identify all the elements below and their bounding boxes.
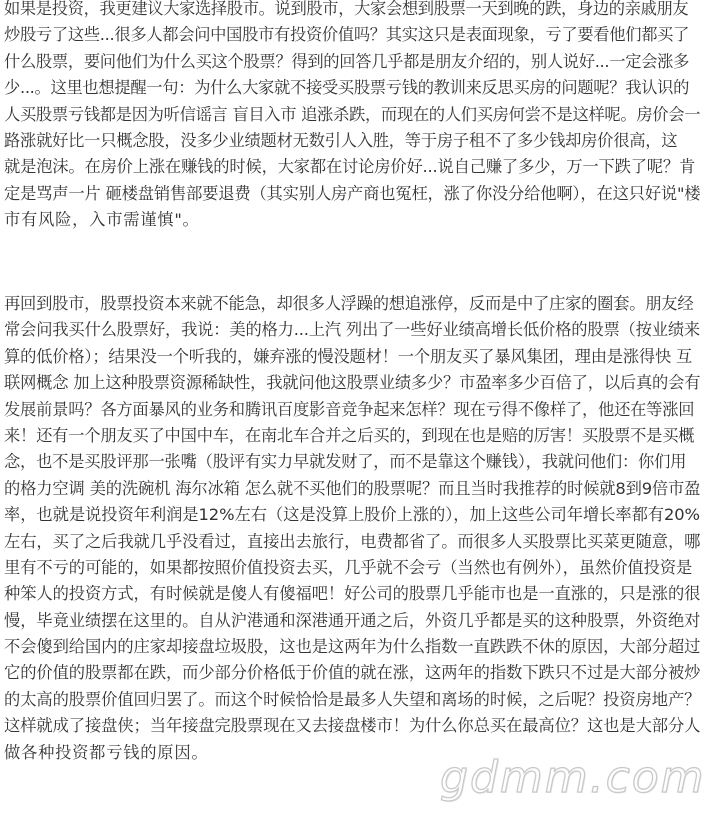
paragraph-value-investing: [4, 291, 700, 766]
text-line: 人买股票亏钱都是因为听信谣言 盲目入市 追涨杀跌，而现在的人们买房何尝不是这样呢。房价会一: [4, 104, 701, 124]
text-line: 算的低价格）；结果没一个听我的，嫌弃涨的慢没题材！一个朋友买了暴风集团，理由是涨得快 互: [4, 346, 693, 366]
text-line: 不会傻到给国内的庄家却接盘垃圾股，这也是这两年为什么指数一直跌跌不休的原因，大部分超过: [4, 637, 701, 657]
text-line: 常会问我买什么股票好，我说：美的格力...上汽 列出了一些好业绩高增长低价格的股票（按业绩来: [4, 320, 701, 340]
text-line: 它的价值的股票都在跌，而少部分价格低于价值的就在涨，这两年的指数下跌只不过是大部分被炒: [4, 663, 701, 683]
text-line: 这样就成了接盘侠；当年接盘完股票现在又去接盘楼市！为什么你总买在最高位？这也是大部分人: [4, 716, 701, 736]
text-line: 少...。这里也想提醒一句：为什么大家就不接受买股票亏钱的教训来反思买房的问题呢？我认识的: [4, 78, 690, 98]
text-line: 定是骂声一片 砸楼盘销售部要退费（其实别人房产商也冤枉，涨了你没分给他啊），在这只好说"楼: [4, 183, 701, 203]
text-line: 的格力空调 美的洗碗机 海尔冰箱 怎么就不买他们的股票呢？而且当时我推荐的时候就8到9倍市盈: [4, 478, 701, 498]
text-line: 什么股票，要问他们为什么买这个股票？得到的回答几乎都是朋友介绍的，别人说好...一定会涨多: [4, 51, 690, 71]
text-line: 来！还有一个朋友买了中国中车，在南北车合并之后买的，到现在也是赔的厉害！买股票不是买概: [4, 425, 695, 445]
text-line: 路涨就好比一只概念股，没多少业绩题材无数引人入胜，等于房子租不了多少钱却房价很高，这: [4, 130, 678, 150]
paragraph-real-estate-vs-stocks: [4, 0, 700, 234]
text-line: 炒股亏了这些...很多人都会问中国股市有投资价值吗？其实这只是表面现象，亏了要看他们都买了: [4, 25, 690, 45]
site-watermark: gdmm.com: [440, 752, 706, 803]
text-line: 念，也不是买股评那一张嘴（股评有实力早就发财了，而不是靠这个赚钱），我就问他们：你们用: [4, 452, 687, 472]
text-line: 如果是投资，我更建议大家选择股市。说到股市，大家会想到股票一天到晚的跌，身边的亲戚朋友: [4, 0, 689, 18]
text-line: 里有不亏的可能的，如果都按照价值投资去买，几乎就不会亏（当然也有例外），虽然价值投资是: [4, 557, 693, 577]
text-line: 再回到股市，股票投资本来就不能急，却很多人浮躁的想追涨停，反而是中了庄家的圈套。朋友经: [4, 294, 694, 313]
text-line: 左右，买了之后我就几乎没看过，直接出去旅行，电费都省了。而很多人买股票比买菜更随意，哪: [4, 531, 701, 551]
text-line: 联网概念 加上这种股票资源稀缺性，我就问他这股票业绩多少？市盈率多少百倍了，以后真的会有: [4, 373, 701, 393]
text-line: 市有风险，入市需谨慎"。: [4, 210, 200, 230]
text-line: 慢，毕竟业绩摆在这里的。自从沪港通和深港通开通之后，外资几乎都是买的这种股票，外资绝对: [4, 610, 701, 630]
text-line: 做各种投资都亏钱的原因。: [4, 742, 209, 762]
text-line: 的太高的股票价值回归罢了。而这个时候恰恰是最多人失望和离场的时候，之后呢？投资房地产？: [4, 689, 701, 709]
text-line: 就是泡沫。在房价上涨在赚钱的时候，大家都在讨论房价好...说自己赚了多少，万一下跌了呢？肯: [4, 157, 696, 177]
text-line: 种笨人的投资方式，有时候就是傻人有傻福吧！好公司的股票几乎能市也是一直涨的，只是涨的很: [4, 584, 701, 604]
text-line: 发展前景吗？各方面暴风的业务和腾讯百度影音竞争起来怎样？现在亏得不像样了，他还在等涨回: [4, 399, 695, 419]
text-line: 率，也就是说投资年利润是12%左右（这是没算上股价上涨的），加上这些公司年增长率都有20%: [4, 505, 700, 525]
